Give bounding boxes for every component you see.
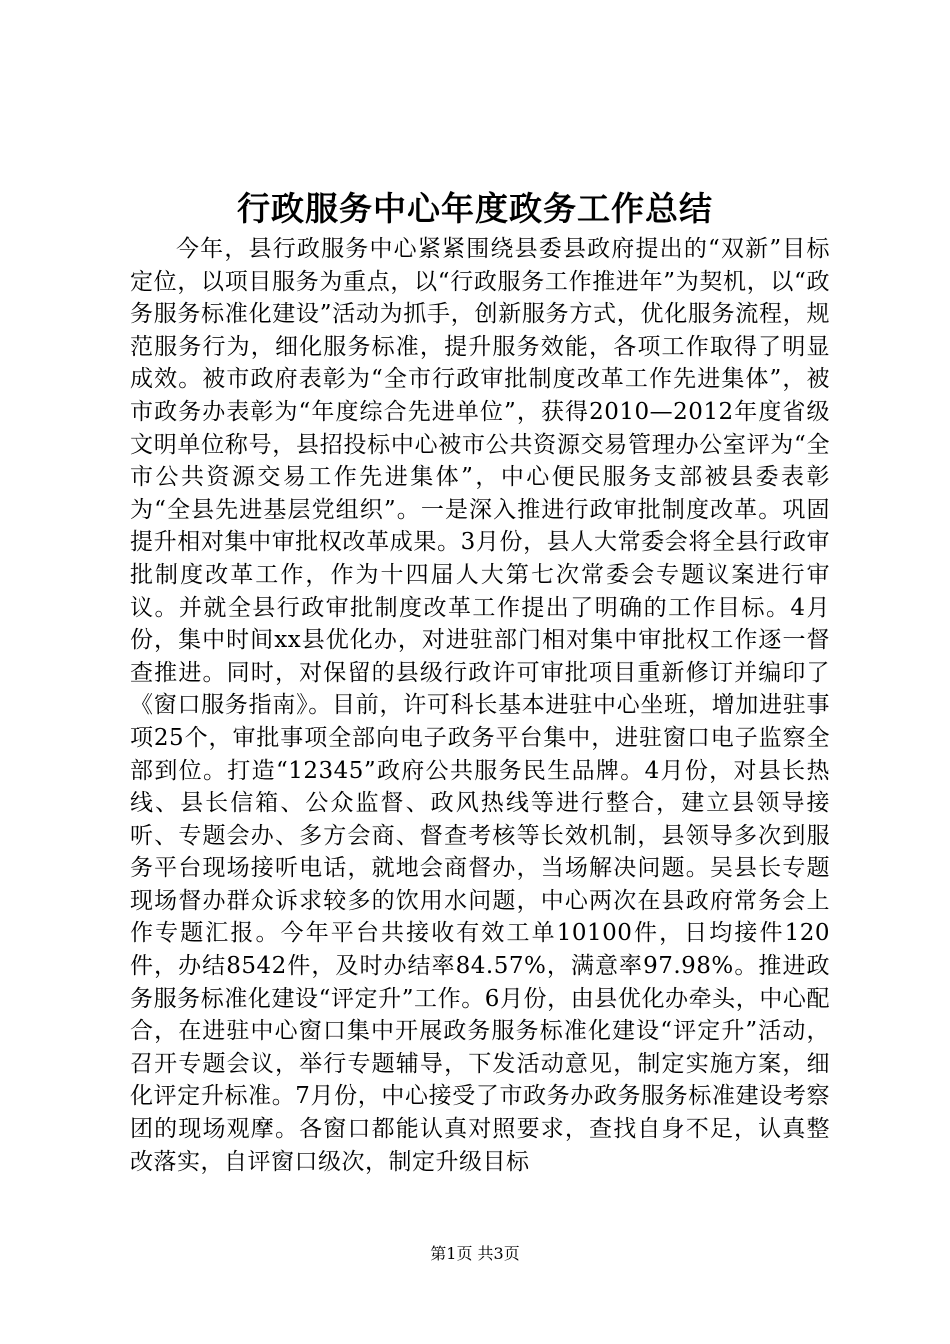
document-title: 行政服务中心年度政务工作总结: [237, 189, 713, 228]
document-body-paragraph: 今年，县行政服务中心紧紧围绕县委县政府提出的“双新”目标定位，以项目服务为重点，以“行政服务工作推进年”为契机，以“政务服务标准化建设”活动为抓手，创新服务方式，优化服务流程，规范服务行为，细化服务标准，提升服务效能，各项工作取得了明显成效。被市政府表彰为“全市行政审批制度改革工作先进集体”，被市政务办表彰为“年度综合先进单位”，获得2010—2012年度省级文明单位称号，县招投标中心被市公共资源交易管理办公室评为“全市公共资源交易工作先进集体”，中心便民服务支部被县委表彰为“全县先进基层党组织”。一是深入推进行政审批制度改革。巩固提升相对集中审批权改革成果。3月份，县人大常委会将全县行政审批制度改革工作，作为十四届人大第七次常委会专题议案进行审议。并就全县行政审批制度改革工作提出了明确的工作目标。4月份，集中时间xx县优化办，对进驻部门相对集中审批权工作逐一督查推进。同时，对保留的县级行政许可审批项目重新修订并编印了《窗口服务指南》。目前，许可科长基本进驻中心坐班，增加进驻事项25个，审批事项全部向电子政务平台集中，进驻窗口电子监察全部到位。打造“12345”政府公共服务民生品牌。4月份，对县长热线、县长信箱、公众监督、政风热线等进行整合，建立县领导接听、专题会办、多方会商、督查考核等长效机制，县领导多次到服务平台现场接听电话，就地会商督办，当场解决问题。吴县长专题现场督办群众诉求较多的饮用水问题，中心两次在县政府常务会上作专题汇报。今年平台共接收有效工单10100件，日均接件120件，办结8542件，及时办结率84.57%，满意率97.98%。推进政务服务标准化建设“评定升”工作。6月份，由县优化办牵头，中心配合，在进驻中心窗口集中开展政务服务标准化建设“评定升”活动，召开专题会议，举行专题辅导，下发活动意见，制定实施方案，细化评定升标准。7月份，中心接受了市政务办政务服务标准建设考察团的现场观摩。各窗口都能认真对照要求，查找自身不足，认真整改落实，自评窗口级次，制定升级目标: [130, 236, 830, 1175]
page-number-footer: 第1页 共3页: [430, 1244, 520, 1263]
